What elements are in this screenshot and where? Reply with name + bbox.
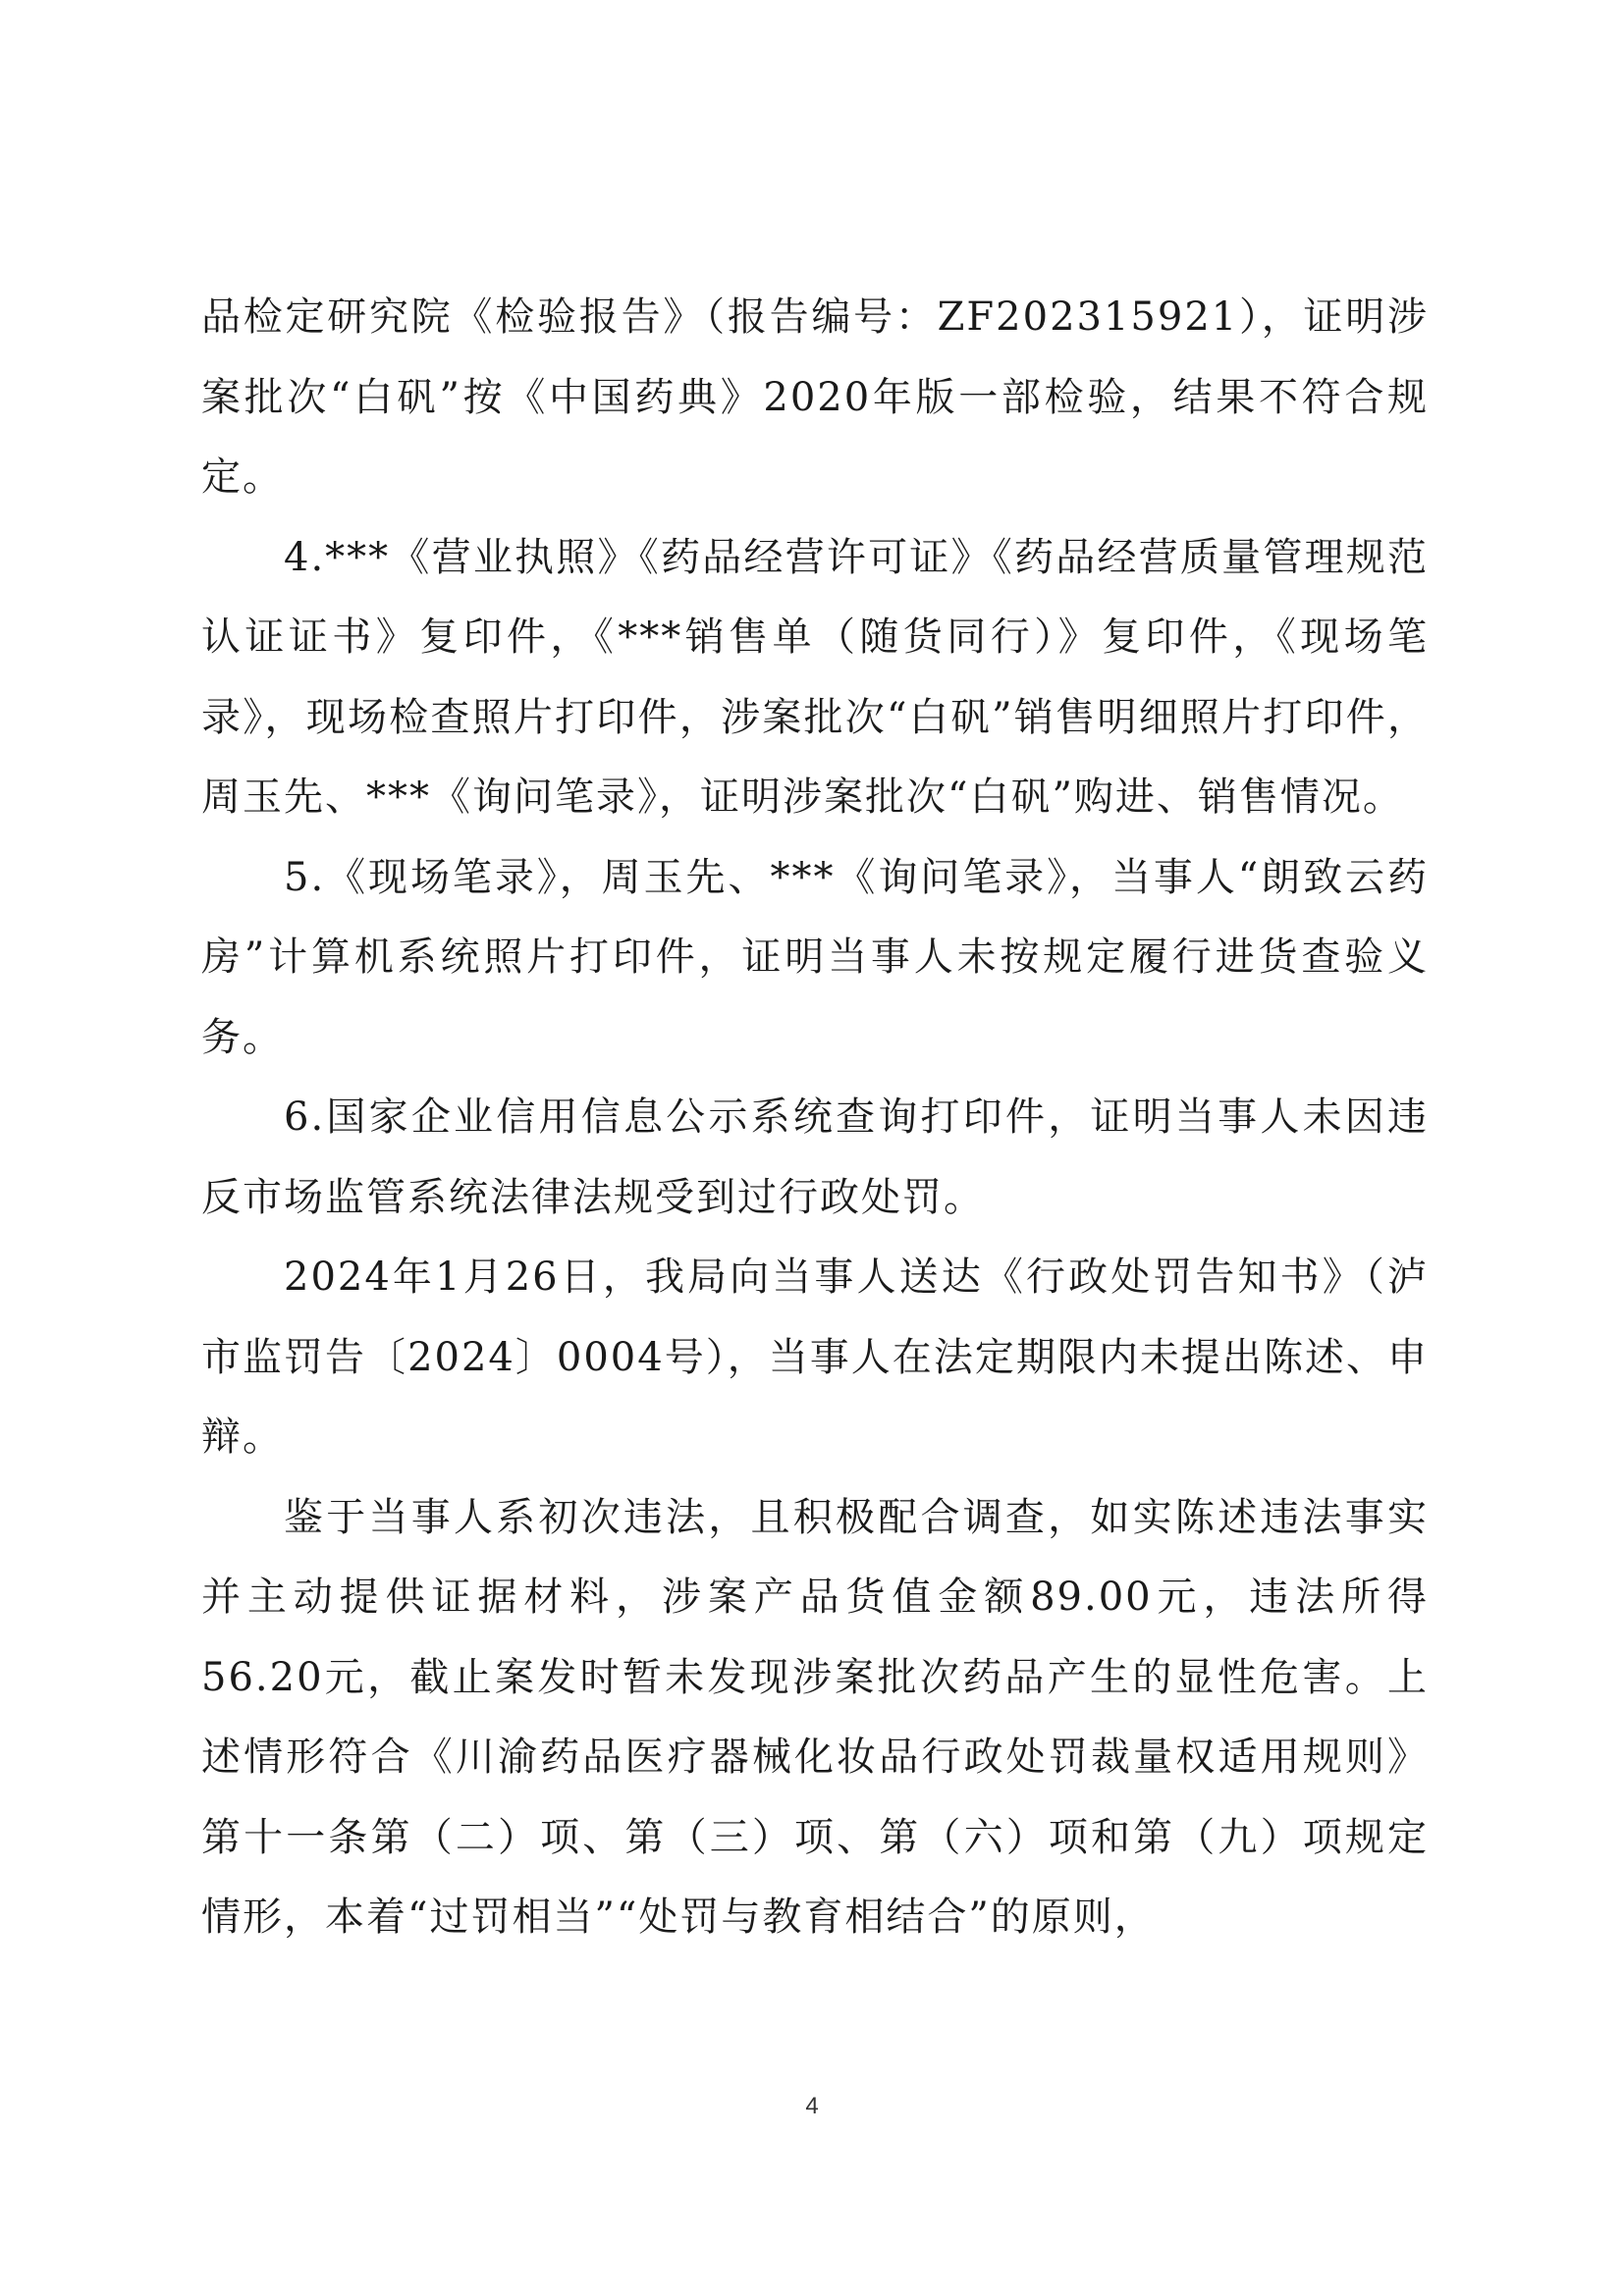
paragraph-continuation: 品检定研究院《检验报告》（报告编号：ZF202315921），证明涉案批次“白矾”按《中国药典》2020年版一部检验，结果不符合规定。	[201, 294, 1429, 500]
document-body	[201, 278, 1429, 1958]
paragraph-notice-delivery: 2024年1月26日，我局向当事人送达《行政处罚告知书》（泸市监罚告〔2024〕0004号），当事人在法定期限内未提出陈述、申辩。	[201, 1255, 1429, 1460]
page-number: 4	[805, 2093, 819, 2119]
paragraph-mitigation: 鉴于当事人系初次违法，且积极配合调查，如实陈述违法事实并主动提供证据材料，涉案产品货值金额89.00元，违法所得56.20元，截止案发时暂未发现涉案批次药品产生的显性危害。上述情形符合《川渝药品医疗器械化妆品行政处罚裁量权适用规则》第十一条第（二）项、第（三）项、第（六）项和第（九）项规定情形，本着“过罚相当”“处罚与教育相结合”的原则，	[201, 1494, 1429, 1940]
paragraph-evidence-6: 6.国家企业信用信息公示系统查询打印件，证明当事人未因违反市场监管系统法律法规受到过行政处罚。	[201, 1095, 1429, 1220]
paragraph-evidence-5: 5.《现场笔录》，周玉先、***《询问笔录》，当事人“朗致云药房”计算机系统照片打印件，证明当事人未按规定履行进货查验义务。	[201, 854, 1429, 1060]
paragraph-evidence-4: 4.***《营业执照》《药品经营许可证》《药品经营质量管理规范认证证书》复印件，《***销售单（随货同行）》复印件，《现场笔录》，现场检查照片打印件，涉案批次“白矾”销售明细照片打印件，周玉先、***《询问笔录》，证明涉案批次“白矾”购进、销售情况。	[201, 534, 1429, 820]
